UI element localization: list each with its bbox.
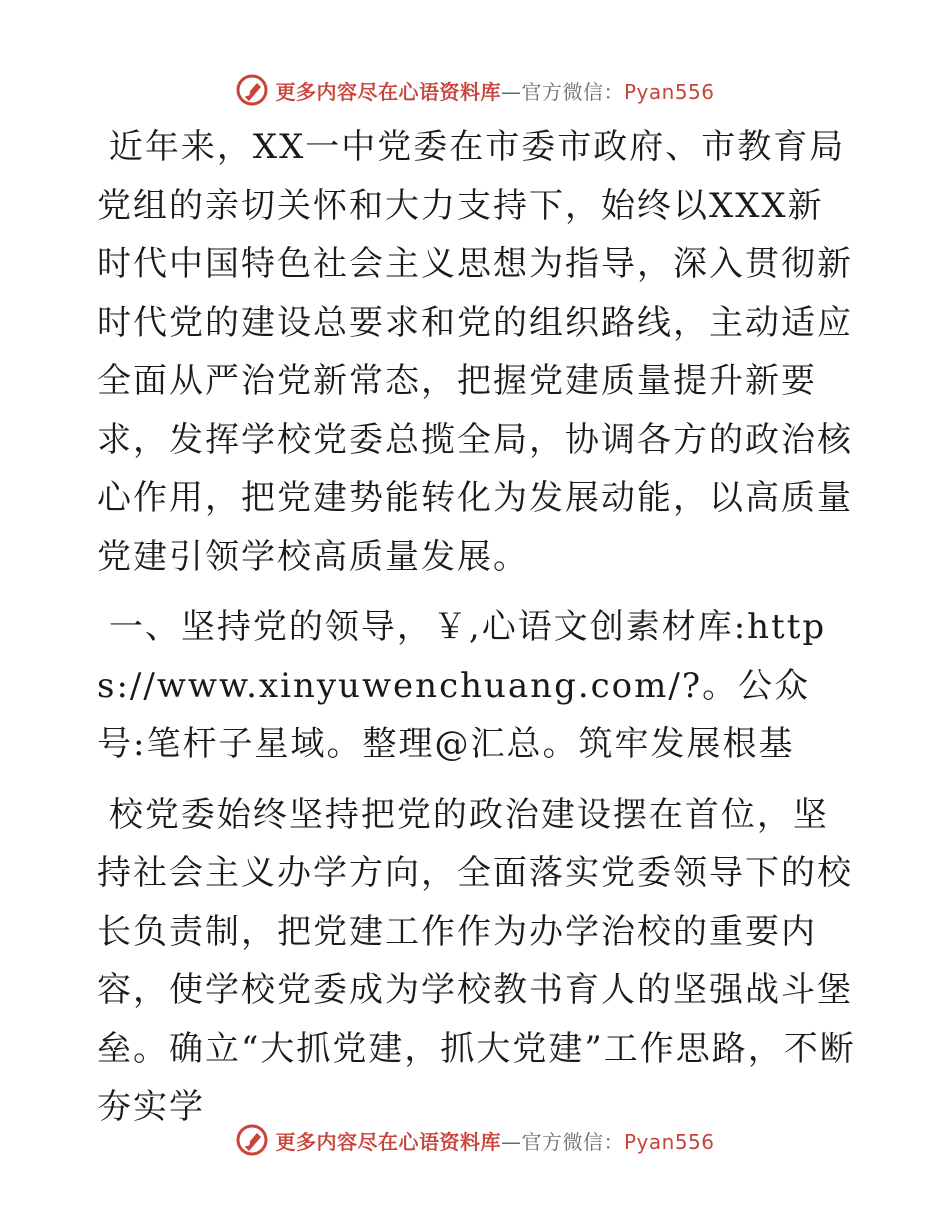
banner-separator: — (500, 1129, 522, 1154)
banner-wechat-id: Pyan556 (623, 79, 715, 104)
pen-nib-logo-icon (235, 73, 269, 107)
header-banner (0, 70, 950, 110)
footer-banner (0, 1120, 950, 1160)
banner-text (275, 1126, 714, 1155)
banner-wechat-id: Pyan556 (623, 1129, 715, 1154)
banner-text (275, 76, 714, 105)
banner-official-label: 官方微信： (521, 79, 624, 104)
banner-brand: 更多内容尽在心语资料库 (275, 79, 501, 104)
banner-official-label: 官方微信： (521, 1129, 624, 1154)
pen-nib-logo-icon (235, 1123, 269, 1157)
section-heading: 一、坚持党的领导，￥,心语文创素材库:https://www.xinyuwenchuang.com/?。公众号:笔杆子星域。整理@汇总。筑牢发展根基 (97, 607, 827, 764)
intro-paragraph: 近年来，XX一中党委在市委市政府、市教育局党组的亲切关怀和大力支持下，始终以XXX新时代中国特色社会主义思想为指导，深入贯彻新时代党的建设总要求和党的组织路线，主动适应全面从严治党新常态，把握党建质量提升新要求，发挥学校党委总揽全局，协调各方的政治核心作用，把党建势能转化为发展动能，以高质量党建引领学校高质量发展。 (97, 127, 853, 577)
document-body (97, 118, 857, 1149)
banner-separator: — (500, 79, 522, 104)
banner-brand: 更多内容尽在心语资料库 (275, 1129, 501, 1154)
section-paragraph: 校党委始终坚持把党的政治建设摆在首位，坚持社会主义办学方向，全面落实党委领导下的校长负责制，把党建工作作为办学治校的重要内容，使学校党委成为学校教书育人的坚强战斗堡垒。确立“大抓党建，抓大党建”工作思路，不断夯实学 (97, 794, 856, 1127)
